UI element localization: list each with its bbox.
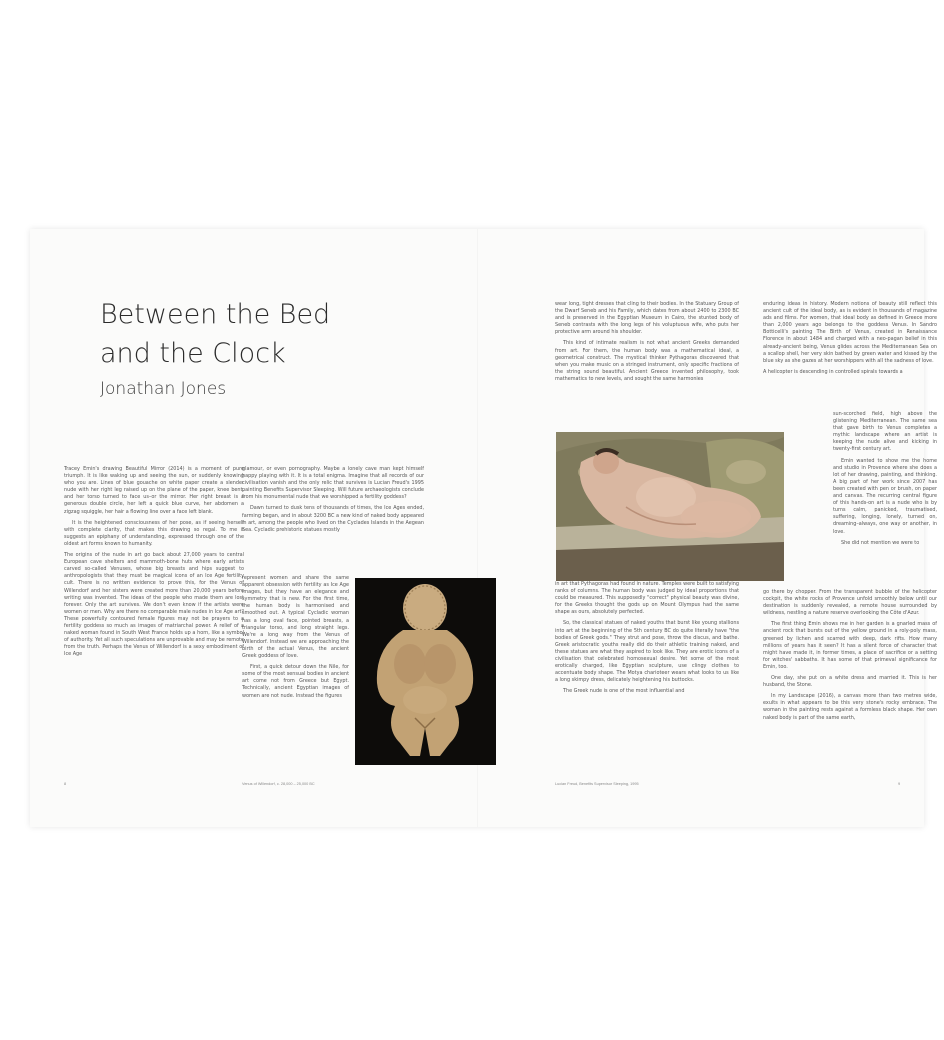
paragraph: So, the classical statues of naked youths that burst like young stallions into art at the beginning of the 5th century BC do quite literally have "the bodies of Greek gods." They strut and pose, throw the discus, and bathe. Greek aristocratic youths really did do their athletic training naked, and these statues are what they aspired to look like. They are erotic icons of a civilisation that celebrated homosexual desire. Yet some of the most erotically charged, like Egyptian sculpture, use clingy clothes to accentuate body shape. The Motya charioteer wears what looks to us like a long skimpy dress, delicately heightening his buttocks. xyxy=(555,620,739,684)
paragraph: The first thing Emin shows me in her garden is a gnarled mass of ancient rock that bursts out of the yellow ground in a roly-poly mass, greened by lichen and scarred with deep, dark rifts. How many millions of years has it seen? It has a silent force of character that might have made it, in former times, a place of sacrifice or a setting for witches' sabbaths. It has some of that primeval significance for Emin, too. xyxy=(763,621,937,670)
article-author: Jonathan Jones xyxy=(100,379,227,399)
paragraph: go there by chopper. From the transparent bubble of the helicopter cockpit, the white rocks of Provence unfold smoothly below until our destination is suddenly revealed, a remote house surrounded by wildness, nestling a nature reserve overlooking the Côte d'Azur. xyxy=(763,589,937,617)
paragraph: First, a quick detour down the Nile, for some of the most sensual bodies in ancient art come not from Greece but Egypt. Technically, ancient Egyptian images of women are not nude. Instead the figures xyxy=(242,664,349,699)
right-column-2-top xyxy=(763,301,937,401)
paragraph: It is the heightened consciousness of her pose, as if seeing herself with complete clarity, that makes this drawing so regal. To me it suggests an epiphany of understanding, expressed through one of the oldest art forms known to humanity. xyxy=(64,519,244,547)
paragraph: She did not mention we were to xyxy=(841,539,920,546)
book-spread xyxy=(30,229,937,827)
paragraph: The Greek nude is one of the most influential and xyxy=(563,688,685,695)
venus-of-willendorf-image xyxy=(355,578,496,765)
paragraph: Tracey Emin's drawing Beautiful Mirror (2014) is a moment of pure triumph. It is like waking up and seeing the sun, or suddenly knowing who you are. Lines of blue gouache on white paper create a slender nude with her right leg raised up on the plane of the paper, knee bent, and her torso turned to face us–or the mirror. Her right breast is a generous double circle, her left a quick blue curve, her abdomen a zigzag squiggle, her hair a flowing line over a face left blank. xyxy=(64,466,244,515)
left-column-1 xyxy=(64,466,244,806)
paragraph: Emin wanted to show me the home and studio in Provence where she does a lot of her drawing, painting, and thinking. A big part of her work since 2007 has been created with pen or brush, on paper and canvas. The recurring central figure of this hands-on art is a nude who is by turns calm, panicked, traumatised, suffering, longing, lonely, turned on, dreaming–always, one way or another, in love. xyxy=(833,457,937,535)
paragraph: The origins of the nude in art go back about 27,000 years to central European cave shelters and mammoth-bone huts where early artists carved so-called Venuses, whose big breasts and hips suggest to anthropologists that they must be magical icons of an Ice Age fertility cult. There is no written evidence to prove this, for the Venus of Willendorf and her sisters were created more than 20,000 years before writing was invented. The ideas of the people who made them are lost forever. Only the art survives. We don't even know if the artists were women or men. Why are there no comparable male nudes in Ice Age art? These powerfully contoured female figures may not be prayers to a fertility goddess so much as images of matriarchal power. A relief of a naked woman found in South West France holds up a horn, like a symbol of authority. Yet all such speculations are unprovable and may be remote from the truth. Perhaps the Venus of Willendorf is a sexy embodiment of Ice Age xyxy=(64,552,244,658)
paragraph: enduring ideas in history. Modern notions of beauty still reflect this ancient cult of the ideal body, as is evident in thousands of magazine ads and films. For women, that ideal body as defined in Greece more than 2,000 years ago belongs to the goddess Venus. In Sandro Botticelli's painting The Birth of Venus, created in Renaissance Florence in about 1484 and charged with a neo-pagan belief in this already-ancient being, Venus glides across the Mediterranean Sea on a scallop shell, her very skin bathed by green water and kissed by the blue sky as she gazes at her worshippers with all the sadness of love. xyxy=(763,301,937,364)
sofa-and-figure xyxy=(556,432,784,581)
figure-caption-left: Venus of Willendorf, c. 28,000 – 25,000 BC xyxy=(242,782,315,786)
right-column-1-top xyxy=(555,301,739,427)
paragraph: In my Landscape (2016), a canvas more than two metres wide, exults in what appears to be this very stone's rocky embrace. The woman in the painting rests against a formless black shape. Her own naked body is part of the same earth, xyxy=(763,693,937,721)
left-column-2-narrow xyxy=(242,575,349,807)
paragraph: glamour, or even pornography. Maybe a lonely cave man kept himself happy playing with it. It is a total enigma. Imagine that all records of our civilisation vanish and the only relic that survives is Lucian Freud's 1995 painting Benefits Supervisor Sleeping. Will future archaeologists conclude from his monumental nude that we worshipped a fertility goddess? xyxy=(242,466,424,501)
figure-caption-right: Lucian Freud, Benefits Supervisor Sleeping, 1995 xyxy=(555,782,639,786)
benefits-supervisor-sleeping-image xyxy=(556,432,784,581)
paragraph: sun-scorched field, high above the glistening Mediterranean. The same sea that gave birth to Venus completes a mythic landscape where an artist is keeping the nude alive and kicking in twenty-first century art. xyxy=(833,411,937,453)
left-column-2-top xyxy=(242,466,424,572)
paragraph: in art that Pythagoras had found in nature. Temples were built to satisfying ranks of columns. The human body was judged by ideal proportions that could be measured. This supposedly "correct" physical beauty was divine, for the Greeks thought the gods up on Mount Olympus had the same shape as ours, absolutely perfected. xyxy=(555,581,739,616)
paragraph: This kind of intimate realism is not what ancient Greeks demanded from art. For them, the human body was a mathematical ideal, a geometrical construct. The mystical thinker Pythagoras discovered that when you make music on a stringed instrument, only specific fractions of the string sound beautiful. Ancient Greece invented philosophy, took mathematics to new levels, and sought the same harmonies xyxy=(555,340,739,382)
article-title xyxy=(100,295,330,373)
page-number-left: 8 xyxy=(64,782,67,786)
title-line-1: Between the Bed xyxy=(100,299,331,330)
paragraph: One day, she put on a white dress and married it. This is her husband, the Stone. xyxy=(763,675,937,689)
page-number-right: 9 xyxy=(898,782,901,786)
paragraph: wear long, tight dresses that cling to their bodies. In the Statuary Group of the Dwarf Seneb and his Family, which dates from about 2400 to 2300 BC and is preserved in the Egyptian Museum in Cairo, the stunted body of Seneb contrasts with the long legs of his voluptuous wife, who puts her protective arm around his shoulder. xyxy=(555,301,739,336)
paragraph: A helicopter is descending in controlled spirals towards a xyxy=(763,368,903,375)
right-column-2-narrow xyxy=(833,411,937,594)
paragraph: represent women and share the same apparent obsession with fertility as Ice Age images, but they have an elegance and symmetry that is new. For the first time, the human body is harmonised and smoothed out. A typical Cycladic woman has a long oval face, pointed breasts, a triangular torso, and long straight legs. We're a long way from the Venus of Willendorf. Instead we are approaching the birth of the actual Venus, the ancient Greek goddess of love. xyxy=(242,575,349,660)
title-line-2: and the Clock xyxy=(100,338,286,369)
paragraph: Dawn turned to dusk tens of thousands of times, the Ice Ages ended, farming began, and in about 3200 BC a new kind of naked body appeared in art, among the people who lived on the Cyclades Islands in the Aegean Sea. Cycladic prehistoric statues mostly xyxy=(242,505,424,533)
right-column-1-bottom xyxy=(555,581,739,811)
right-column-2-bottom xyxy=(763,589,937,814)
